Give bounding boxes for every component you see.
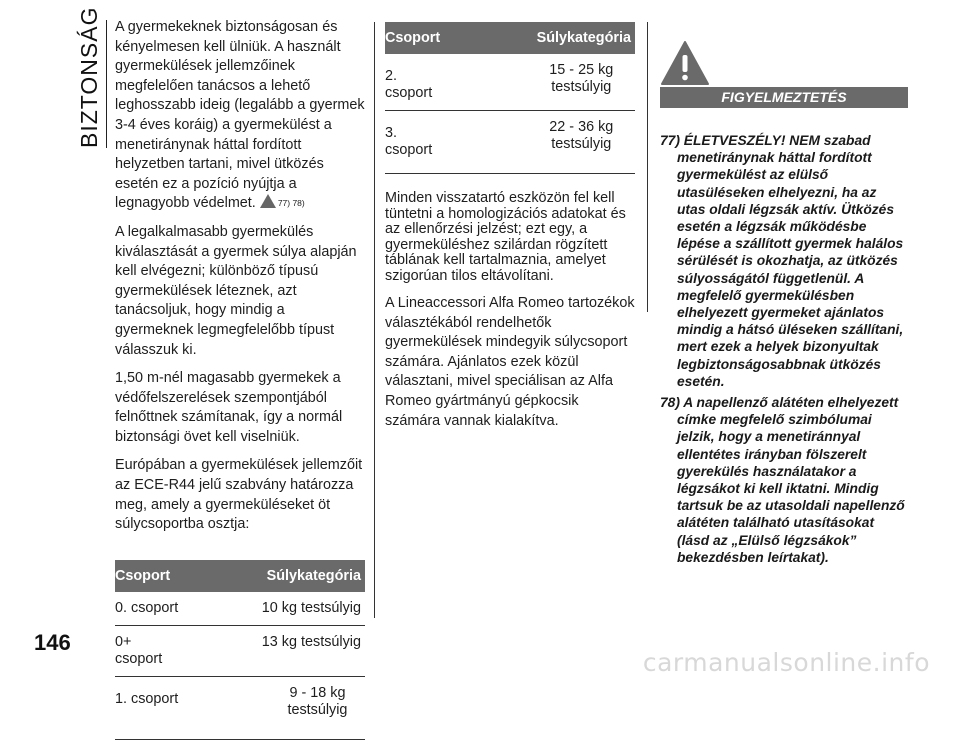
intro-paragraph [115,18,365,214]
table-header-row [385,22,635,54]
warning-item-78: 78) A napellenző alátéten elhelyezett címke megfelelő szimbólumai jelzik, hogy a menetiránnyal ellentétes irányban fölszerelt gyerekülés használatakor a légzsákot ki kell iktatni. Mindig tartsuk be az utasoldali napellenző alátéten található utasításokat (lásd az „Elülső légzsákok” bekezdésben leírtakat). [660,395,905,565]
column-divider-2 [647,22,648,312]
intro-text: A gyermekeknek biztonságosan és kényelmesen kell ülniük. A használt gyermekülések jellemzőinek megfelelően tanácsos a lehető leghosszabb ideig (legalább a gyermek 3-4 éves koráig) a gyermekülést a menetiránynak háttal fordított helyzetben tartani, mivel ütközés esetén ez a pozíció nyújtja a legnagyobb védelmet. [115,19,365,212]
table-row [115,625,365,676]
warning-item-77: 77) ÉLETVESZÉLY! NEM szabad menetiránynak háttal fordított gyermekülést az elülső utasüléseken elhelyezni, ha az utas oldali légzsák aktív. Ütközés esetén a légzsák működésbe lépése a szállított gyermek halálos sérülését is okozhatja, az ütközés súlyosságától függetlenül. A megfelelő gyermekülésben elhelyezett gyermeket ajánlatos mindig a hátsó üléseken szállítani, mert ezek a helyek bizonyultak legbiztonságosabbnak ütközés esetén. [660,133,904,389]
table-row [115,592,365,626]
header-weight: Súlykategória [448,22,635,54]
table-row [115,676,365,739]
group-cell: 1. csoport [115,676,180,739]
header-weight: Súlykategória [180,560,365,592]
watermark: carmanualsonline.info [642,648,930,677]
weight-cell: 9 - 18 kg testsúlyig [180,676,365,739]
section-tab [72,6,107,148]
selection-paragraph: A legalkalmasabb gyermekülés kiválasztását a gyermek súlya alapján kell elvégezni; különböző típusú gyermekülések léteznek, azt tanácsoljuk, hogy mindig a gyermeknek legmegfelelőbb típust válasszuk ki. [115,223,357,358]
table-row [385,111,635,174]
accessories-paragraph: A Lineaccessori Alfa Romeo tartozékok választékából rendelhetők gyermekülések mindegyik súlycsoport számára. Ajánlatos ezek közül választani, mivel speciálisan az Alfa Romeo gyártmányú gépkocsik számára vannak kialakítva. [385,295,635,429]
column-1 [115,18,365,740]
group-cell: 0. csoport [115,592,180,626]
column-2 [385,22,635,440]
table-row [385,54,635,111]
section-label: BIZTONSÁG [76,6,102,148]
group-cell: 2. csoport [385,54,448,111]
weight-cell: 13 kg testsúlyig [180,625,365,676]
europe-paragraph: Európában a gyermekülések jellemzőit az ECE-R44 jelű szabvány határozza meg, amely a gyermeküléseket öt súlycsoportba osztja: [115,457,363,533]
warning-list [660,132,908,570]
column-divider-1 [374,22,375,618]
warning-small-icon [260,194,276,208]
warning-triangle-icon [660,40,710,86]
header-group: Csoport [385,22,448,54]
weight-group-table-1 [115,560,365,740]
table-header-row [115,560,365,592]
weight-cell: 22 - 36 kg testsúlyig [448,111,635,174]
page-number: 146 [34,630,71,655]
weight-cell: 10 kg testsúlyig [180,592,365,626]
group-cell: 3. csoport [385,111,448,174]
homologation-paragraph: Minden visszatartó eszközön fel kell tüntetni a homologizációs adatokat és az ellenőrzési jelzést; ezt egy, a gyermeküléshez szilárdan rögzített táblának kell tartalmaznia, amelyet szigorúan tilos eltávolítani. [385,190,626,284]
height-paragraph: 1,50 m-nél magasabb gyermekek a védőfelszerelések szempontjából felnőttnek számítanak, így a normál biztonsági övet kell viselniük. [115,370,343,445]
warning-refs: 77) 78) [277,198,305,209]
weight-group-table-2 [385,22,635,174]
header-group: Csoport [115,560,180,592]
group-cell: 0+ csoport [115,625,180,676]
warning-header: FIGYELMEZTETÉS [660,87,908,108]
weight-cell: 15 - 25 kg testsúlyig [448,54,635,111]
